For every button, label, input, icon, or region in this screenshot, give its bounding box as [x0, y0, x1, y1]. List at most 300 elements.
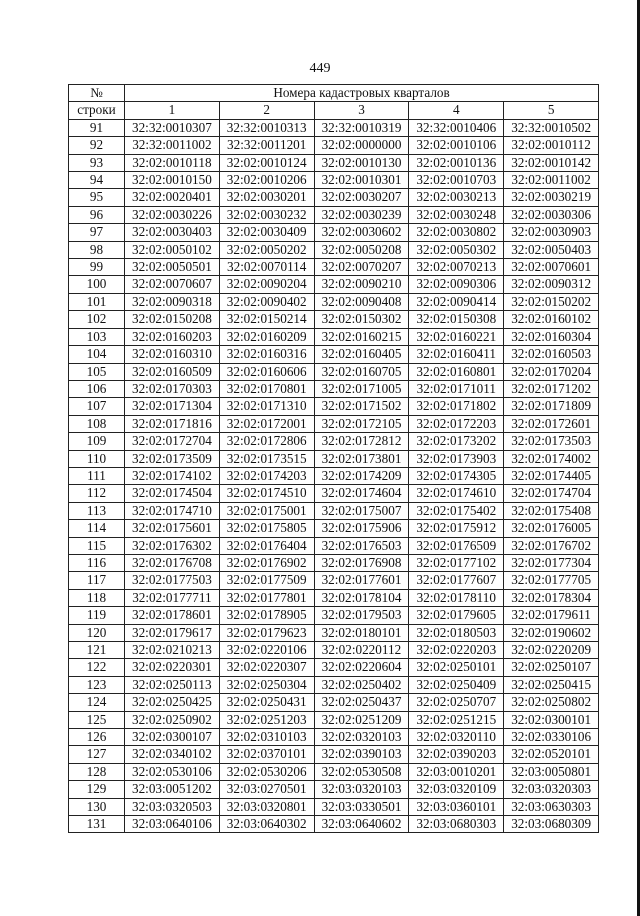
cadastral-number-cell: 32:02:0250425 [125, 694, 220, 711]
cadastral-number-cell: 32:02:0250431 [219, 694, 314, 711]
cadastral-number-cell: 32:02:0251209 [314, 711, 409, 728]
cadastral-quarters-table [68, 84, 599, 833]
cadastral-number-cell: 32:02:0390203 [409, 746, 504, 763]
cadastral-number-cell: 32:02:0174405 [504, 467, 599, 484]
cadastral-number-cell: 32:02:0220301 [125, 659, 220, 676]
cadastral-number-cell: 32:03:0320103 [314, 781, 409, 798]
cadastral-number-cell: 32:02:0210213 [125, 642, 220, 659]
page-number: 449 [309, 61, 331, 76]
cadastral-number-cell: 32:02:0090408 [314, 293, 409, 310]
cadastral-number-cell: 32:02:0251203 [219, 711, 314, 728]
row-number-cell: 123 [69, 676, 125, 693]
cadastral-number-cell: 32:02:0030802 [409, 224, 504, 241]
table-row [69, 467, 599, 484]
row-number-cell: 121 [69, 642, 125, 659]
cadastral-number-cell: 32:02:0090204 [219, 276, 314, 293]
cadastral-number-cell: 32:02:0177503 [125, 572, 220, 589]
cadastral-number-cell: 32:02:0250113 [125, 676, 220, 693]
cadastral-number-cell: 32:02:0250437 [314, 694, 409, 711]
table-row [69, 137, 599, 154]
cadastral-number-cell: 32:02:0160509 [125, 363, 220, 380]
table-row [69, 154, 599, 171]
cadastral-number-cell: 32:02:0175805 [219, 520, 314, 537]
row-number-cell: 120 [69, 624, 125, 641]
cadastral-number-cell: 32:02:0030248 [409, 206, 504, 223]
cadastral-number-cell: 32:02:0010136 [409, 154, 504, 171]
cadastral-number-cell: 32:02:0174203 [219, 467, 314, 484]
row-number-cell: 110 [69, 450, 125, 467]
table-row [69, 172, 599, 189]
cadastral-number-cell: 32:32:0010406 [409, 119, 504, 136]
cadastral-number-cell: 32:02:0171005 [314, 380, 409, 397]
cadastral-number-cell: 32:02:0310103 [219, 729, 314, 746]
cadastral-number-cell: 32:02:0171502 [314, 398, 409, 415]
cadastral-number-cell: 32:02:0150308 [409, 311, 504, 328]
row-number-cell: 127 [69, 746, 125, 763]
cadastral-number-cell: 32:02:0250415 [504, 676, 599, 693]
header-col-1: 1 [125, 102, 220, 119]
table-row [69, 363, 599, 380]
cadastral-number-cell: 32:02:0250101 [409, 659, 504, 676]
row-number-cell: 114 [69, 520, 125, 537]
table-row [69, 676, 599, 693]
row-number-cell: 125 [69, 711, 125, 728]
table-row [69, 798, 599, 815]
cadastral-number-cell: 32:02:0220604 [314, 659, 409, 676]
cadastral-number-cell: 32:02:0170801 [219, 380, 314, 397]
cadastral-number-cell: 32:02:0160801 [409, 363, 504, 380]
cadastral-number-cell: 32:03:0330501 [314, 798, 409, 815]
cadastral-number-cell: 32:02:0176908 [314, 554, 409, 571]
row-number-cell: 95 [69, 189, 125, 206]
cadastral-number-cell: 32:02:0150302 [314, 311, 409, 328]
row-number-cell: 91 [69, 119, 125, 136]
cadastral-number-cell: 32:02:0178104 [314, 589, 409, 606]
cadastral-number-cell: 32:02:0160705 [314, 363, 409, 380]
cadastral-number-cell: 32:02:0320103 [314, 729, 409, 746]
cadastral-number-cell: 32:02:0010118 [125, 154, 220, 171]
cadastral-number-cell: 32:02:0070207 [314, 259, 409, 276]
row-number-cell: 107 [69, 398, 125, 415]
table-row [69, 328, 599, 345]
row-number-cell: 92 [69, 137, 125, 154]
header-cadastral-group: Номера кадастровых кварталов [125, 85, 599, 102]
row-number-cell: 98 [69, 241, 125, 258]
table-row [69, 311, 599, 328]
cadastral-number-cell: 32:02:0176702 [504, 537, 599, 554]
cadastral-number-cell: 32:02:0160203 [125, 328, 220, 345]
cadastral-number-cell: 32:03:0360101 [409, 798, 504, 815]
row-number-cell: 118 [69, 589, 125, 606]
cadastral-number-cell: 32:02:0010106 [409, 137, 504, 154]
table-row [69, 346, 599, 363]
cadastral-number-cell: 32:02:0160503 [504, 346, 599, 363]
cadastral-number-cell: 32:03:0640106 [125, 816, 220, 833]
cadastral-number-cell: 32:02:0160411 [409, 346, 504, 363]
cadastral-number-cell: 32:02:0150202 [504, 293, 599, 310]
table-row [69, 224, 599, 241]
cadastral-number-cell: 32:02:0250802 [504, 694, 599, 711]
table-row [69, 485, 599, 502]
cadastral-number-cell: 32:02:0390103 [314, 746, 409, 763]
cadastral-number-cell: 32:02:0179623 [219, 624, 314, 641]
cadastral-number-cell: 32:02:0160209 [219, 328, 314, 345]
cadastral-number-cell: 32:02:0172601 [504, 415, 599, 432]
cadastral-number-cell: 32:03:0680303 [409, 816, 504, 833]
cadastral-number-cell: 32:02:0173801 [314, 450, 409, 467]
row-number-cell: 109 [69, 433, 125, 450]
cadastral-number-cell: 32:02:0174209 [314, 467, 409, 484]
row-number-cell: 97 [69, 224, 125, 241]
cadastral-number-cell: 32:02:0030239 [314, 206, 409, 223]
cadastral-number-cell: 32:02:0150208 [125, 311, 220, 328]
cadastral-number-cell: 32:02:0020401 [125, 189, 220, 206]
table-row [69, 415, 599, 432]
cadastral-number-cell: 32:02:0150214 [219, 311, 314, 328]
cadastral-number-cell: 32:03:0010201 [409, 763, 504, 780]
cadastral-number-cell: 32:02:0250402 [314, 676, 409, 693]
cadastral-number-cell: 32:02:0070607 [125, 276, 220, 293]
table-row [69, 380, 599, 397]
table-row [69, 572, 599, 589]
cadastral-number-cell: 32:02:0178601 [125, 607, 220, 624]
table-row [69, 624, 599, 641]
cadastral-number-cell: 32:02:0175007 [314, 502, 409, 519]
cadastral-number-cell: 32:32:0010313 [219, 119, 314, 136]
cadastral-number-cell: 32:02:0030207 [314, 189, 409, 206]
cadastral-number-cell: 32:02:0090402 [219, 293, 314, 310]
cadastral-number-cell: 32:02:0171802 [409, 398, 504, 415]
cadastral-number-cell: 32:02:0250409 [409, 676, 504, 693]
cadastral-number-cell: 32:02:0030219 [504, 189, 599, 206]
cadastral-number-cell: 32:03:0640602 [314, 816, 409, 833]
cadastral-number-cell: 32:02:0050302 [409, 241, 504, 258]
cadastral-number-cell: 32:02:0175001 [219, 502, 314, 519]
cadastral-number-cell: 32:02:0520101 [504, 746, 599, 763]
cadastral-number-cell: 32:02:0320110 [409, 729, 504, 746]
cadastral-number-cell: 32:02:0172001 [219, 415, 314, 432]
cadastral-number-cell: 32:02:0030226 [125, 206, 220, 223]
cadastral-number-cell: 32:02:0172812 [314, 433, 409, 450]
cadastral-number-cell: 32:02:0177607 [409, 572, 504, 589]
cadastral-number-cell: 32:02:0175402 [409, 502, 504, 519]
cadastral-number-cell: 32:03:0320109 [409, 781, 504, 798]
cadastral-number-cell: 32:02:0172806 [219, 433, 314, 450]
cadastral-number-cell: 32:02:0174102 [125, 467, 220, 484]
cadastral-number-cell: 32:02:0090414 [409, 293, 504, 310]
table-row [69, 537, 599, 554]
cadastral-number-cell: 32:02:0030213 [409, 189, 504, 206]
cadastral-number-cell: 32:02:0175601 [125, 520, 220, 537]
row-number-cell: 117 [69, 572, 125, 589]
cadastral-number-cell: 32:02:0175408 [504, 502, 599, 519]
cadastral-number-cell: 32:02:0090306 [409, 276, 504, 293]
cadastral-number-cell: 32:02:0010124 [219, 154, 314, 171]
cadastral-number-cell: 32:02:0050501 [125, 259, 220, 276]
table-row [69, 659, 599, 676]
cadastral-number-cell: 32:02:0010206 [219, 172, 314, 189]
cadastral-number-cell: 32:32:0010319 [314, 119, 409, 136]
cadastral-number-cell: 32:02:0174704 [504, 485, 599, 502]
table-row [69, 607, 599, 624]
cadastral-number-cell: 32:02:0160316 [219, 346, 314, 363]
cadastral-number-cell: 32:02:0179611 [504, 607, 599, 624]
row-number-cell: 102 [69, 311, 125, 328]
cadastral-number-cell: 32:03:0630303 [504, 798, 599, 815]
row-number-cell: 106 [69, 380, 125, 397]
cadastral-number-cell: 32:03:0640302 [219, 816, 314, 833]
header-col-4: 4 [409, 102, 504, 119]
cadastral-number-cell: 32:03:0270501 [219, 781, 314, 798]
cadastral-number-cell: 32:02:0172105 [314, 415, 409, 432]
cadastral-number-cell: 32:02:0300107 [125, 729, 220, 746]
cadastral-number-cell: 32:02:0175912 [409, 520, 504, 537]
table-row [69, 816, 599, 833]
cadastral-number-cell: 32:02:0176503 [314, 537, 409, 554]
cadastral-number-cell: 32:02:0171809 [504, 398, 599, 415]
cadastral-number-cell: 32:02:0176302 [125, 537, 220, 554]
cadastral-number-cell: 32:02:0172203 [409, 415, 504, 432]
cadastral-number-cell: 32:02:0090210 [314, 276, 409, 293]
cadastral-number-cell: 32:03:0320503 [125, 798, 220, 815]
cadastral-number-cell: 32:02:0174504 [125, 485, 220, 502]
row-number-cell: 101 [69, 293, 125, 310]
cadastral-number-cell: 32:02:0178304 [504, 589, 599, 606]
row-number-cell: 130 [69, 798, 125, 815]
cadastral-number-cell: 32:02:0177801 [219, 589, 314, 606]
row-number-cell: 124 [69, 694, 125, 711]
cadastral-number-cell: 32:02:0160221 [409, 328, 504, 345]
cadastral-number-cell: 32:02:0030306 [504, 206, 599, 223]
cadastral-number-cell: 32:32:0010502 [504, 119, 599, 136]
cadastral-number-cell: 32:02:0160304 [504, 328, 599, 345]
cadastral-number-cell: 32:02:0179605 [409, 607, 504, 624]
cadastral-number-cell: 32:02:0220203 [409, 642, 504, 659]
cadastral-number-cell: 32:02:0530206 [219, 763, 314, 780]
cadastral-number-cell: 32:02:0011002 [504, 172, 599, 189]
header-row-number-label: № [69, 85, 125, 102]
cadastral-number-cell: 32:02:0176404 [219, 537, 314, 554]
cadastral-number-cell: 32:02:0250902 [125, 711, 220, 728]
cadastral-number-cell: 32:02:0030409 [219, 224, 314, 241]
cadastral-number-cell: 32:02:0173515 [219, 450, 314, 467]
table-row [69, 554, 599, 571]
cadastral-number-cell: 32:02:0090312 [504, 276, 599, 293]
cadastral-number-cell: 32:02:0010142 [504, 154, 599, 171]
cadastral-number-cell: 32:02:0177509 [219, 572, 314, 589]
cadastral-number-cell: 32:02:0530508 [314, 763, 409, 780]
table-row [69, 241, 599, 258]
table-row [69, 729, 599, 746]
cadastral-number-cell: 32:02:0176509 [409, 537, 504, 554]
cadastral-number-cell: 32:32:0010307 [125, 119, 220, 136]
cadastral-number-cell: 32:02:0180503 [409, 624, 504, 641]
cadastral-number-cell: 32:02:0160405 [314, 346, 409, 363]
table-row [69, 589, 599, 606]
cadastral-number-cell: 32:02:0030903 [504, 224, 599, 241]
table-row [69, 502, 599, 519]
table-row [69, 642, 599, 659]
table-row [69, 520, 599, 537]
cadastral-number-cell: 32:02:0160606 [219, 363, 314, 380]
cadastral-number-cell: 32:02:0174610 [409, 485, 504, 502]
table-row [69, 694, 599, 711]
cadastral-number-cell: 32:02:0171304 [125, 398, 220, 415]
cadastral-number-cell: 32:02:0300101 [504, 711, 599, 728]
row-number-cell: 94 [69, 172, 125, 189]
cadastral-number-cell: 32:02:0250107 [504, 659, 599, 676]
cadastral-number-cell: 32:02:0530106 [125, 763, 220, 780]
row-number-cell: 96 [69, 206, 125, 223]
row-number-cell: 128 [69, 763, 125, 780]
cadastral-number-cell: 32:02:0010130 [314, 154, 409, 171]
cadastral-number-cell: 32:02:0190602 [504, 624, 599, 641]
cadastral-number-cell: 32:02:0173503 [504, 433, 599, 450]
cadastral-number-cell: 32:02:0160102 [504, 311, 599, 328]
table-header-row-2 [69, 102, 599, 119]
cadastral-number-cell: 32:02:0050403 [504, 241, 599, 258]
row-number-cell: 108 [69, 415, 125, 432]
table-row [69, 433, 599, 450]
table-row [69, 206, 599, 223]
table-row [69, 450, 599, 467]
cadastral-number-cell: 32:02:0330106 [504, 729, 599, 746]
cadastral-number-cell: 32:02:0175906 [314, 520, 409, 537]
header-col-5: 5 [504, 102, 599, 119]
row-number-cell: 116 [69, 554, 125, 571]
cadastral-number-cell: 32:02:0170204 [504, 363, 599, 380]
cadastral-number-cell: 32:02:0174604 [314, 485, 409, 502]
row-number-cell: 115 [69, 537, 125, 554]
cadastral-number-cell: 32:02:0030602 [314, 224, 409, 241]
cadastral-number-cell: 32:02:0176005 [504, 520, 599, 537]
cadastral-number-cell: 32:02:0173509 [125, 450, 220, 467]
header-col-3: 3 [314, 102, 409, 119]
cadastral-number-cell: 32:02:0010112 [504, 137, 599, 154]
cadastral-number-cell: 32:03:0680309 [504, 816, 599, 833]
cadastral-number-cell: 32:02:0220209 [504, 642, 599, 659]
cadastral-number-cell: 32:02:0050102 [125, 241, 220, 258]
row-number-cell: 122 [69, 659, 125, 676]
header-row-number-sublabel: строки [69, 102, 125, 119]
cadastral-number-cell: 32:02:0010150 [125, 172, 220, 189]
cadastral-number-cell: 32:02:0173202 [409, 433, 504, 450]
cadastral-number-cell: 32:02:0176902 [219, 554, 314, 571]
cadastral-number-cell: 32:02:0174710 [125, 502, 220, 519]
table-row [69, 119, 599, 136]
cadastral-number-cell: 32:02:0010703 [409, 172, 504, 189]
cadastral-number-cell: 32:02:0179503 [314, 607, 409, 624]
row-number-cell: 112 [69, 485, 125, 502]
cadastral-number-cell: 32:02:0220106 [219, 642, 314, 659]
cadastral-number-cell: 32:02:0370101 [219, 746, 314, 763]
cadastral-number-cell: 32:02:0178905 [219, 607, 314, 624]
cadastral-number-cell: 32:02:0178110 [409, 589, 504, 606]
cadastral-number-cell: 32:02:0172704 [125, 433, 220, 450]
row-number-cell: 93 [69, 154, 125, 171]
cadastral-number-cell: 32:02:0010301 [314, 172, 409, 189]
cadastral-number-cell: 32:03:0050801 [504, 763, 599, 780]
row-number-cell: 104 [69, 346, 125, 363]
cadastral-number-cell: 32:02:0070213 [409, 259, 504, 276]
row-number-cell: 103 [69, 328, 125, 345]
cadastral-number-cell: 32:02:0176708 [125, 554, 220, 571]
cadastral-number-cell: 32:02:0174002 [504, 450, 599, 467]
table-row [69, 746, 599, 763]
cadastral-number-cell: 32:02:0171816 [125, 415, 220, 432]
cadastral-number-cell: 32:32:0011201 [219, 137, 314, 154]
cadastral-number-cell: 32:02:0179617 [125, 624, 220, 641]
table-row [69, 293, 599, 310]
cadastral-number-cell: 32:02:0030232 [219, 206, 314, 223]
cadastral-number-cell: 32:02:0030201 [219, 189, 314, 206]
cadastral-number-cell: 32:02:0177102 [409, 554, 504, 571]
table-body [69, 119, 599, 833]
cadastral-number-cell: 32:02:0160310 [125, 346, 220, 363]
cadastral-number-cell: 32:02:0174305 [409, 467, 504, 484]
row-number-cell: 113 [69, 502, 125, 519]
table-row [69, 276, 599, 293]
row-number-cell: 100 [69, 276, 125, 293]
row-number-cell: 126 [69, 729, 125, 746]
cadastral-number-cell: 32:02:0340102 [125, 746, 220, 763]
cadastral-number-cell: 32:02:0250707 [409, 694, 504, 711]
cadastral-number-cell: 32:02:0050208 [314, 241, 409, 258]
cadastral-number-cell: 32:02:0170303 [125, 380, 220, 397]
cadastral-number-cell: 32:02:0171202 [504, 380, 599, 397]
row-number-cell: 129 [69, 781, 125, 798]
table-row [69, 259, 599, 276]
cadastral-number-cell: 32:02:0251215 [409, 711, 504, 728]
cadastral-number-cell: 32:02:0177304 [504, 554, 599, 571]
cadastral-number-cell: 32:03:0320801 [219, 798, 314, 815]
row-number-cell: 105 [69, 363, 125, 380]
table-row [69, 189, 599, 206]
cadastral-number-cell: 32:02:0177705 [504, 572, 599, 589]
table-row [69, 398, 599, 415]
cadastral-number-cell: 32:02:0220112 [314, 642, 409, 659]
cadastral-number-cell: 32:02:0171310 [219, 398, 314, 415]
table-row [69, 711, 599, 728]
cadastral-number-cell: 32:02:0174510 [219, 485, 314, 502]
cadastral-number-cell: 32:02:0090318 [125, 293, 220, 310]
row-number-cell: 131 [69, 816, 125, 833]
cadastral-number-cell: 32:02:0220307 [219, 659, 314, 676]
cadastral-number-cell: 32:02:0173903 [409, 450, 504, 467]
cadastral-number-cell: 32:02:0177601 [314, 572, 409, 589]
row-number-cell: 111 [69, 467, 125, 484]
cadastral-number-cell: 32:02:0030403 [125, 224, 220, 241]
table-header-row-1 [69, 85, 599, 102]
row-number-cell: 119 [69, 607, 125, 624]
cadastral-number-cell: 32:02:0000000 [314, 137, 409, 154]
cadastral-number-cell: 32:03:0320303 [504, 781, 599, 798]
cadastral-number-cell: 32:03:0051202 [125, 781, 220, 798]
cadastral-number-cell: 32:02:0160215 [314, 328, 409, 345]
cadastral-number-cell: 32:02:0050202 [219, 241, 314, 258]
header-col-2: 2 [219, 102, 314, 119]
cadastral-number-cell: 32:02:0171011 [409, 380, 504, 397]
table-row [69, 781, 599, 798]
cadastral-number-cell: 32:32:0011002 [125, 137, 220, 154]
cadastral-number-cell: 32:02:0250304 [219, 676, 314, 693]
cadastral-number-cell: 32:02:0180101 [314, 624, 409, 641]
cadastral-number-cell: 32:02:0070601 [504, 259, 599, 276]
row-number-cell: 99 [69, 259, 125, 276]
cadastral-number-cell: 32:02:0070114 [219, 259, 314, 276]
table-row [69, 763, 599, 780]
cadastral-number-cell: 32:02:0177711 [125, 589, 220, 606]
